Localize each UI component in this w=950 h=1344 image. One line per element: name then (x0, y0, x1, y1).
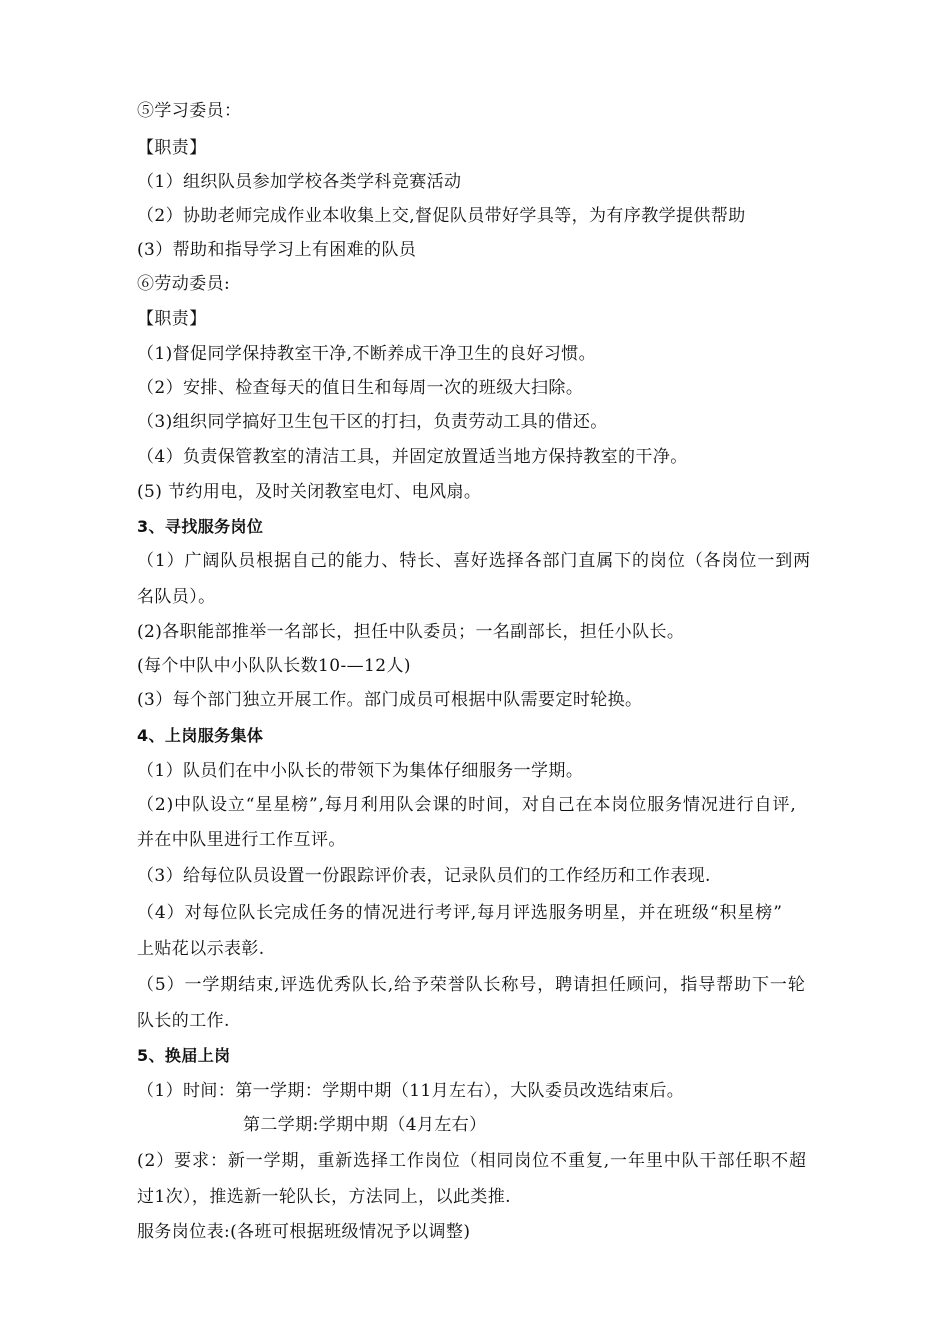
section5-item-1: （1）时间：第一学期：学期中期（11月左右），大队委员改选结束后。 (137, 1081, 685, 1101)
section3-item-3: (3）每个部门独立开展工作。部门成员可根据中队需要定时轮换。 (137, 690, 643, 710)
labor-duty-5: (5) 节约用电，及时关闭教室电灯、电风扇。 (137, 482, 482, 502)
duties-label: 【职责】 (137, 138, 207, 158)
labor-duty-4: （4）负责保管教室的清洁工具，并固定放置适当地方保持教室的干净。 (137, 447, 688, 467)
section5-item-1-second-term: 第二学期:学期中期（4月左右） (243, 1115, 487, 1135)
study-duty-3: (3）帮助和指导学习上有困难的队员 (137, 240, 417, 260)
section3-note: (每个中队中小队队长数10-—12人) (137, 656, 411, 676)
section5-item-2-cont: 过1次），推选新一轮队长，方法同上，以此类推. (137, 1187, 511, 1207)
heading-labor-committee: ⑥劳动委员: (137, 274, 231, 294)
labor-duty-2: （2）安排、检查每天的值日生和每周一次的班级大扫除。 (137, 378, 584, 398)
service-post-table-caption: 服务岗位表:(各班可根据班级情况予以调整) (137, 1222, 471, 1242)
section4-item-5: （5）一学期结束,评选优秀队长,给予荣誉队长称号，聘请担任顾问，指导帮助下一轮 (137, 975, 806, 995)
section4-item-2-cont: 并在中队里进行工作互评。 (137, 830, 346, 850)
section4-item-5-cont: 队长的工作. (137, 1011, 230, 1031)
section-heading-5: 5、换届上岗 (137, 1046, 231, 1065)
section4-item-4: （4）对每位队长完成任务的情况进行考评,每月评选服务明星，并在班级“积星榜” (137, 903, 783, 923)
section4-item-2: （2)中队设立“星星榜”,每月利用队会课的时间，对自己在本岗位服务情况进行自评, (137, 795, 797, 815)
study-duty-1: （1）组织队员参加学校各类学科竞赛活动 (137, 172, 462, 192)
section-heading-3: 3、寻找服务岗位 (137, 517, 264, 536)
labor-duty-1: （1)督促同学保持教室干净,不断养成干净卫生的良好习惯。 (137, 344, 597, 364)
section3-item-1: （1）广阔队员根据自己的能力、特长、喜好选择各部门直属下的岗位（各岗位一到两 (137, 551, 812, 571)
section4-item-3: （3）给每位队员设置一份跟踪评价表，记录队员们的工作经历和工作表现. (137, 866, 711, 886)
section3-item-2: (2)各职能部推举一名部长，担任中队委员；一名副部长，担任小队长。 (137, 622, 685, 642)
heading-study-committee: ⑤学习委员： (137, 101, 242, 121)
section-heading-4: 4、上岗服务集体 (137, 726, 264, 745)
section4-item-1: （1）队员们在中小队长的带领下为集体仔细服务一学期。 (137, 761, 584, 781)
study-duty-2: （2）协助老师完成作业本收集上交,督促队员带好学具等，为有序教学提供帮助 (137, 206, 746, 226)
section5-item-2: (2）要求：新一学期，重新选择工作岗位（相同岗位不重复,一年里中队干部任职不超 (137, 1151, 807, 1171)
labor-duty-3: （3)组织同学搞好卫生包干区的打扫，负责劳动工具的借还。 (137, 412, 608, 432)
duties-label: 【职责】 (137, 309, 207, 329)
section3-item-1-cont: 名队员）。 (137, 587, 216, 607)
section4-item-4-cont: 上贴花以示表彰. (137, 939, 265, 959)
